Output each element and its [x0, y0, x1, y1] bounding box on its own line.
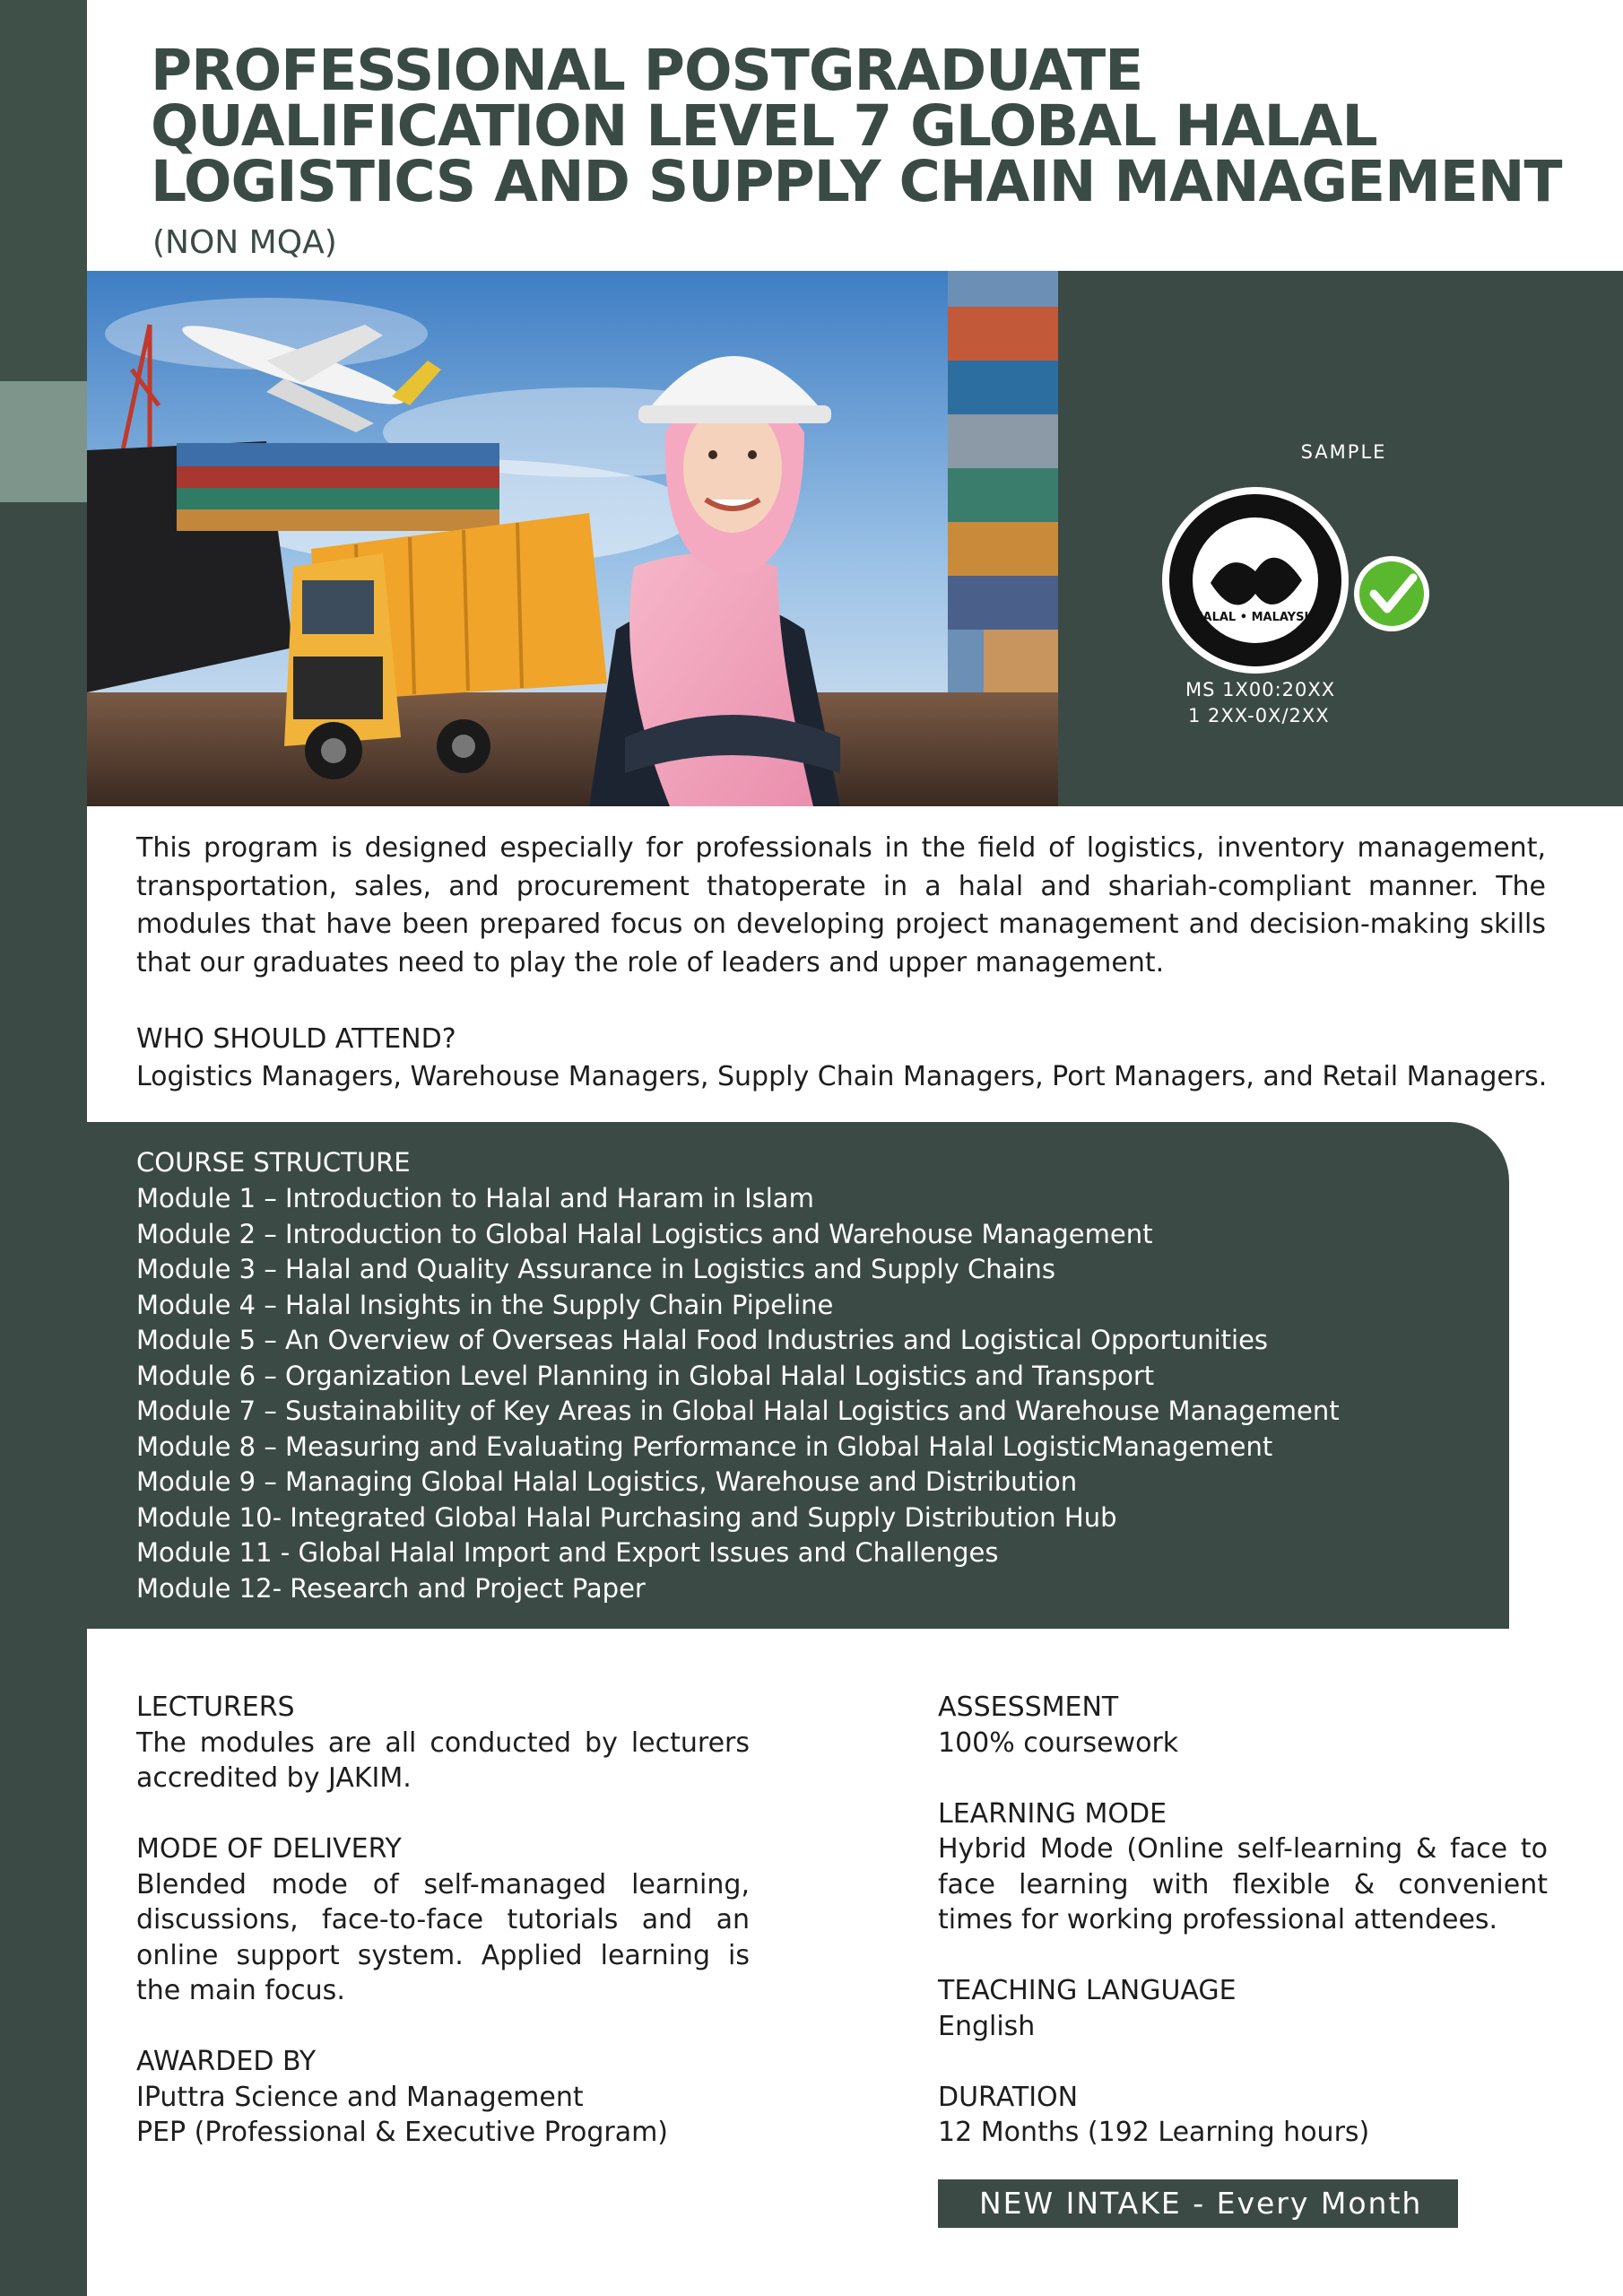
- language-text: English: [938, 2010, 1036, 2042]
- module-item: Module 8 – Measuring and Evaluating Performance in Global Halal LogisticManagement: [136, 1431, 1273, 1462]
- module-item: Module 5 – An Overview of Overseas Halal Food Industries and Logistical Opportunities: [136, 1325, 1269, 1355]
- assessment-text: 100% coursework: [938, 1726, 1179, 1759]
- module-item: Module 7 – Sustainability of Key Areas in Global Halal Logistics and Warehouse Management: [136, 1396, 1340, 1426]
- delivery-heading: MODE OF DELIVERY: [136, 1833, 402, 1865]
- module-item: Module 4 – Halal Insights in the Supply Chain Pipeline: [136, 1289, 834, 1320]
- language-heading: TEACHING LANGUAGE: [938, 1975, 1237, 2006]
- page-title: [151, 38, 1585, 214]
- awarded-line-1: IPuttra Science and Management: [136, 2081, 584, 2113]
- halal-standard-code: MS 1X00:20XX: [1185, 679, 1336, 700]
- halal-logo-icon: [1159, 486, 1436, 674]
- module-item: Module 1 – Introduction to Halal and Haram in Islam: [136, 1183, 814, 1213]
- hero-illustration: [87, 271, 1058, 806]
- module-item: Module 12- Research and Project Paper: [136, 1572, 646, 1604]
- module-item: Module 10- Integrated Global Halal Purchasing and Supply Distribution Hub: [136, 1501, 1117, 1533]
- details-right-column: [938, 1690, 1548, 2186]
- module-list: [136, 1181, 1340, 1606]
- module-item: Module 11 - Global Halal Import and Export Issues and Challenges: [136, 1537, 999, 1568]
- who-should-attend-heading: WHO SHOULD ATTEND?: [136, 1023, 456, 1055]
- left-accent-bar: [0, 0, 87, 2296]
- program-description: This program is designed especially for professionals in the field of logistics, inventory management, transportation, sales, and procurement thatoperate in a halal and shariah-compliant manner. The modules that have been prepared focus on developing project management and decision-making skills that our graduates need to play the role of leaders and upper management.: [136, 832, 1546, 978]
- learning-mode-block: [938, 1796, 1548, 1938]
- awarded-block: [136, 2044, 750, 2151]
- halal-logo-text: HALAL • MALAYSIA: [1193, 611, 1318, 624]
- details-left-column: [136, 1690, 750, 2186]
- page-subtitle: (NON MQA): [152, 224, 337, 261]
- duration-heading: DURATION: [938, 2081, 1079, 2113]
- lecturers-block: [136, 1690, 750, 1796]
- halal-certification-panel: [1058, 271, 1623, 806]
- left-accent-bar-light-segment: [0, 381, 87, 502]
- language-block: [938, 1973, 1548, 2044]
- assessment-block: [938, 1690, 1548, 1761]
- lecturers-heading: LECTURERS: [136, 1692, 295, 1723]
- learning-mode-heading: LEARNING MODE: [938, 1797, 1167, 1830]
- sample-label: SAMPLE: [1300, 441, 1387, 463]
- module-item: Module 6 – Organization Level Planning in Global Halal Logistics and Transport: [136, 1360, 1155, 1391]
- delivery-text: Blended mode of self-managed learning, discussions, face-to-face tutorials and an online support system. Applied learning is the main focus.: [136, 1868, 750, 2006]
- module-item: Module 9 – Managing Global Halal Logistics, Warehouse and Distribution: [136, 1466, 1078, 1497]
- awarded-heading: AWARDED BY: [136, 2046, 317, 2077]
- halal-certificate-number: 1 2XX-0X/2XX: [1188, 705, 1330, 726]
- duration-block: [938, 2080, 1548, 2151]
- lecturers-text: The modules are all conducted by lecturers accredited by JAKIM.: [136, 1726, 750, 1794]
- assessment-heading: ASSESSMENT: [938, 1692, 1119, 1723]
- new-intake-banner: NEW INTAKE - Every Month: [938, 2179, 1458, 2228]
- module-item: Module 2 – Introduction to Global Halal Logistics and Warehouse Management: [136, 1218, 1153, 1249]
- delivery-block: [136, 1831, 750, 2009]
- title-line-1: PROFESSIONAL POSTGRADUATE: [151, 38, 1143, 103]
- learning-mode-text: Hybrid Mode (Online self-learning & face to face learning with flexible & convenient times for working professional attendees.: [938, 1833, 1548, 1935]
- who-should-attend-text: Logistics Managers, Warehouse Managers, Supply Chain Managers, Port Managers, and Retail Managers.: [136, 1061, 1548, 1092]
- left-accent-bar-top: [0, 0, 87, 381]
- title-line-2: QUALIFICATION LEVEL 7 GLOBAL HALAL: [151, 93, 1377, 159]
- course-structure-panel: [87, 1122, 1509, 1629]
- title-line-3: LOGISTICS AND SUPPLY CHAIN MANAGEMENT: [151, 149, 1562, 214]
- course-structure-heading: COURSE STRUCTURE: [136, 1147, 411, 1178]
- hero-image: [87, 271, 1058, 806]
- duration-text: 12 Months (192 Learning hours): [938, 2117, 1370, 2148]
- module-item: Module 3 – Halal and Quality Assurance in Logistics and Supply Chains: [136, 1254, 1055, 1284]
- awarded-line-2: PEP (Professional & Executive Program): [136, 2117, 669, 2148]
